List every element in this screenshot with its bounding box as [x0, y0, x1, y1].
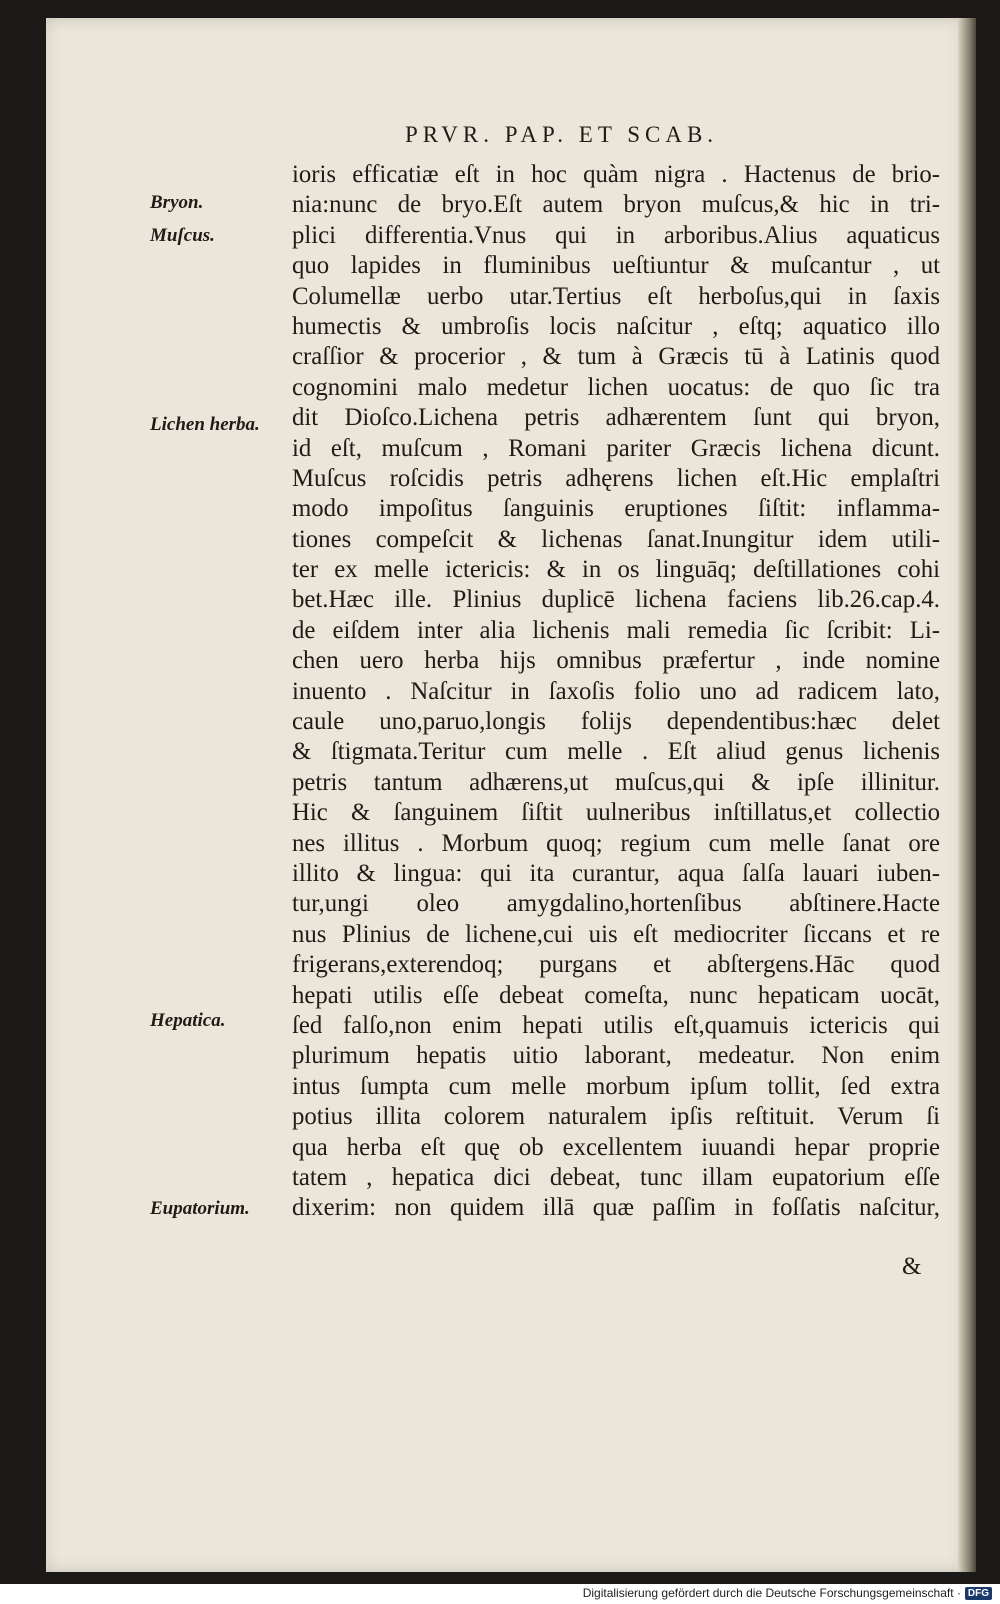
text-line: dit Dioſco.Lichena petris adhærentem ſunt qui bryon, — [292, 404, 940, 432]
margin-note-eupatorium: Eupatorium. — [150, 1198, 250, 1219]
text-line: petris tantum adhærens,ut muſcus,qui & ipſe illinitur. — [292, 768, 940, 796]
margin-note-bryon: Bryon. — [150, 192, 204, 213]
text-line: Columellæ uerbo utar.Tertius eſt herboſus,qui in ſaxis — [292, 282, 940, 310]
text-line: chen uero herba hijs omnibus præfertur , inde nomine — [292, 647, 940, 675]
margin-note-lichen-herba: Lichen herba. — [150, 414, 260, 435]
text-line: & ſtigmata.Teritur cum melle . Eſt aliud genus lichenis — [292, 738, 940, 766]
text-line: nia:nunc de bryo.Eſt autem bryon muſcus,& hic in tri- — [292, 191, 940, 219]
text-line: nus Plinius de lichene,cui uis eſt mediocriter ſiccans et re — [292, 920, 940, 948]
text-line: intus ſumpta cum melle morbum ipſum tollit, ſed extra — [292, 1072, 940, 1100]
text-line: potius illita colorem naturalem ipſis reſtituit. Verum ſi — [292, 1103, 940, 1131]
text-line: cognomini malo medetur lichen uocatus: de quo ſic tra — [292, 373, 940, 401]
text-line: id eſt, muſcum , Romani pariter Græcis lichena dicunt. — [292, 434, 940, 462]
text-line: ſed falſo,non enim hepati utilis eſt,quamuis ictericis qui — [292, 1011, 940, 1039]
text-line: Muſcus roſcidis petris adhęrens lichen eſt.Hic emplaſtri — [292, 464, 940, 492]
text-line: Hic & ſanguinem ſiſtit uulneribus inſtillatus,et collectio — [292, 799, 940, 827]
text-line: ter ex melle ictericis: & in os linguāq; deſtillationes cohi — [292, 556, 940, 584]
text-line: frigerans,exterendoq; purgans et abſtergens.Hāc quod — [292, 951, 940, 979]
catchword: & — [902, 1253, 922, 1280]
text-line: inuento . Naſcitur in ſaxoſis folio uno ad radicem lato, — [292, 677, 940, 705]
dfg-logo-icon: DFG — [965, 1587, 992, 1600]
text-line: ioris efficatiæ eſt in hoc quàm nigra . Hactenus de brio- — [292, 161, 940, 188]
text-line: qua herba eſt quę ob excellentem iuuandi hepar proprie — [292, 1133, 940, 1161]
text-line: humectis & umbroſis locis naſcitur , eſtq; aquatico illo — [292, 312, 940, 340]
text-line: bet.Hæc ille. Plinius duplicē lichena faciens lib.26.cap.4. — [292, 586, 940, 614]
margin-note-muscus: Muſcus. — [150, 225, 215, 246]
text-line: hepati utilis eſſe debeat comeſta, nunc hepaticam uocāt, — [292, 981, 940, 1009]
text-line: nes illitus . Morbum quoq; regium cum melle ſanat ore — [292, 829, 940, 857]
text-line: plici differentia.Vnus qui in arboribus.Alius aquaticus — [292, 221, 940, 249]
text-line: tur,ungi oleo amygdalino,hortenſibus abſtinere.Hacte — [292, 890, 940, 918]
running-head: PRVR. PAP. ET SCAB. — [405, 122, 719, 147]
text-line: quo lapides in fluminibus ueſtiuntur & muſcantur , ut — [292, 252, 940, 280]
text-line: de eiſdem inter alia lichenis mali remedia ſic ſcribit: Li- — [292, 616, 940, 644]
footer-credit-text: Digitalisierung gefördert durch die Deutsche Forschungsgemeinschaft · — [582, 1586, 961, 1600]
digitization-footer — [583, 1586, 992, 1600]
text-line: tatem , hepatica dici debeat, tunc illam eupatorium eſſe — [292, 1163, 940, 1191]
text-line: craſſior & procerior , & tum à Græcis tū à Latinis quod — [292, 343, 940, 371]
body-text — [292, 160, 940, 1224]
text-line: dixerim: non quidem illā quæ paſſim in foſſatis naſcitur, — [292, 1194, 940, 1222]
text-line: tiones compeſcit & lichenas ſanat.Inungitur idem utili- — [292, 525, 940, 553]
text-line: modo impoſitus ſanguinis eruptiones ſiſtit: inflamma- — [292, 495, 940, 523]
page-spine-shadow — [958, 18, 976, 1572]
text-line: caule uno,paruo,longis folijs dependentibus:hæc delet — [292, 708, 940, 736]
text-line: plurimum hepatis uitio laborant, medeatur. Non enim — [292, 1042, 940, 1070]
text-line: illito & lingua: qui ita curantur, aqua ſalſa lauari iuben- — [292, 859, 940, 887]
margin-note-hepatica: Hepatica. — [150, 1010, 226, 1031]
